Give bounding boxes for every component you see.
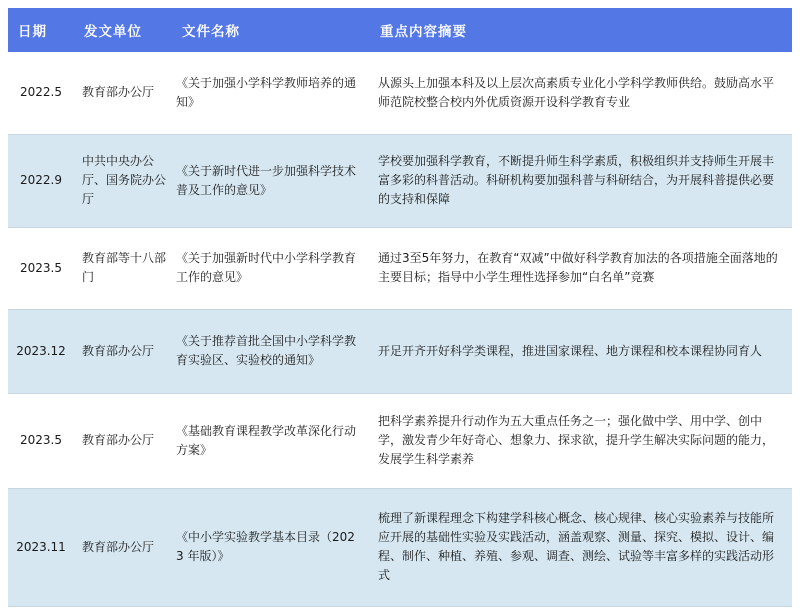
row-unit: 中共中央办公厅、国务院办公厅 <box>74 134 172 227</box>
row-doc: 《基础教育课程教学改革深化行动方案》 <box>172 393 370 488</box>
row-summary: 从源头上加强本科及以上层次高素质专业化小学科学教师供给。鼓励高水平师范院校整合校内外优质资源开设科学教育专业 <box>370 52 792 134</box>
row-unit: 教育部办公厅 <box>74 52 172 134</box>
row-doc: 《关于推荐首批全国中小学科学教育实验区、实验校的通知》 <box>172 309 370 393</box>
row-doc: 《中小学实验教学基本目录（2023 年版）》 <box>172 488 370 606</box>
row-date: 2023.5 <box>8 227 74 309</box>
row-date: 2022.9 <box>8 134 74 227</box>
table-row <box>8 309 792 393</box>
header-summary: 重点内容摘要 <box>370 8 792 52</box>
row-date: 2023.5 <box>8 393 74 488</box>
row-summary: 把科学素养提升行动作为五大重点任务之一；强化做中学、用中学、创中学，激发青少年好奇心、想象力、探求欲，提升学生解决实际问题的能力，发展学生科学素养 <box>370 393 792 488</box>
row-summary: 开足开齐开好科学类课程，推进国家课程、地方课程和校本课程协同育人 <box>370 309 792 393</box>
row-summary: 梳理了新课程理念下构建学科核心概念、核心规律、核心实验素养与技能所应开展的基础性实验及实践活动，涵盖观察、测量、探究、模拟、设计、编程、制作、种植、养殖、参观、调查、测绘、试验等丰富多样的实践活动形式 <box>370 488 792 606</box>
table-row <box>8 227 792 309</box>
row-unit: 教育部等十八部门 <box>74 227 172 309</box>
row-unit: 教育部办公厅 <box>74 393 172 488</box>
row-summary: 通过3至5年努力，在教育“双减”中做好科学教育加法的各项措施全面落地的主要目标；指导中小学生理性选择参加“白名单”竞赛 <box>370 227 792 309</box>
table-row <box>8 52 792 134</box>
row-doc: 《关于新时代进一步加强科学技术普及工作的意见》 <box>172 134 370 227</box>
row-doc: 《关于加强新时代中小学科学教育工作的意见》 <box>172 227 370 309</box>
row-doc: 《关于加强小学科学教师培养的通知》 <box>172 52 370 134</box>
row-unit: 教育部办公厅 <box>74 309 172 393</box>
row-date: 2023.12 <box>8 309 74 393</box>
header-unit: 发文单位 <box>74 8 172 52</box>
row-date: 2023.11 <box>8 488 74 606</box>
row-unit: 教育部办公厅 <box>74 488 172 606</box>
table-row <box>8 488 792 606</box>
row-summary: 学校要加强科学教育，不断提升师生科学素质，积极组织并支持师生开展丰富多彩的科普活动。科研机构要加强科普与科研结合，为开展科普提供必要的支持和保障 <box>370 134 792 227</box>
table-header-row <box>8 8 792 52</box>
header-date: 日期 <box>8 8 74 52</box>
header-doc: 文件名称 <box>172 8 370 52</box>
row-date: 2022.5 <box>8 52 74 134</box>
table-row <box>8 134 792 227</box>
policy-table <box>8 8 792 607</box>
table-row <box>8 393 792 488</box>
